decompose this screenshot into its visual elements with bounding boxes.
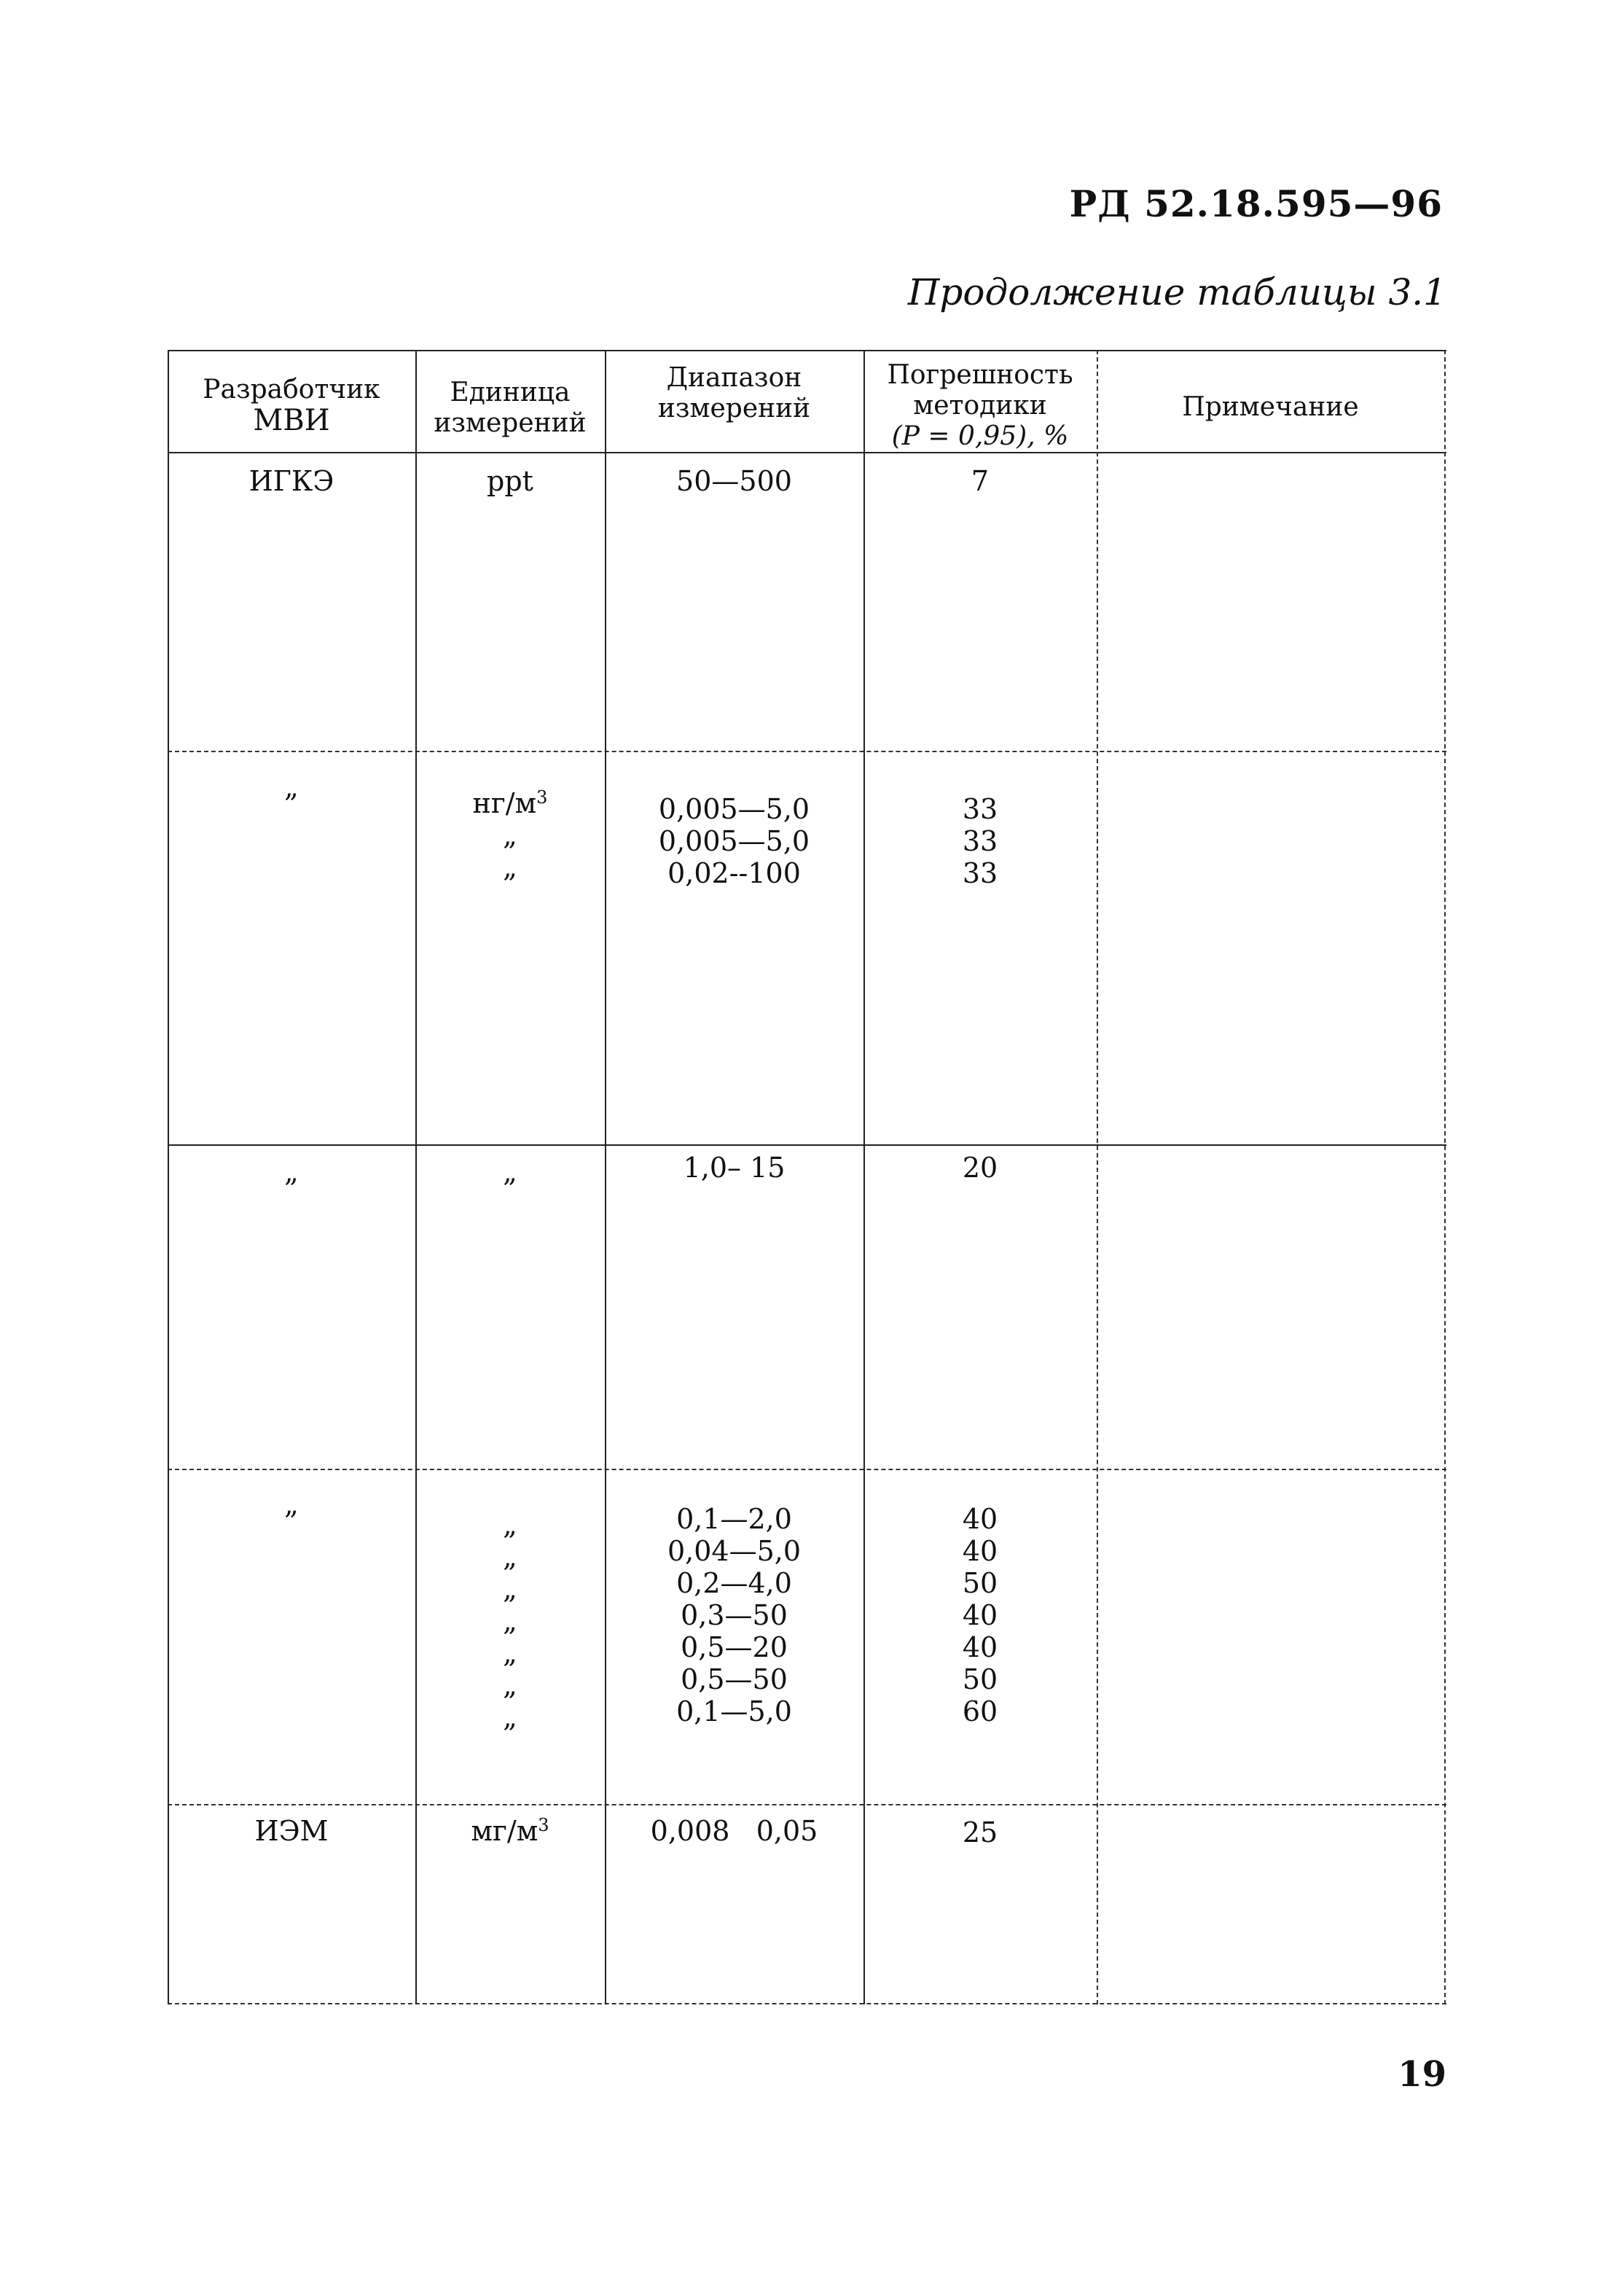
unit-superscript: 3 [536, 787, 548, 808]
unit-cell: „ [503, 1573, 517, 1605]
error-cell: 33 [962, 857, 998, 889]
range-cell: 0,3—50 [681, 1599, 788, 1631]
error-cell: 50 [962, 1663, 998, 1695]
error-cell: 20 [962, 1152, 998, 1184]
table-bottom-border [168, 2003, 1446, 2004]
error-cell: 40 [962, 1503, 998, 1535]
header-error [863, 360, 1097, 452]
header-developer [168, 375, 415, 436]
header-developer-line2: МВИ [253, 404, 330, 437]
header-note-label: Примечание [1182, 392, 1359, 422]
header-developer-line1: Разработчик [203, 375, 380, 405]
header-unit-line2: измерений [434, 408, 587, 438]
error-cell: 60 [962, 1695, 998, 1727]
error-cell: 33 [962, 825, 998, 857]
range-column-block [605, 1503, 863, 1727]
row-divider [168, 1469, 1446, 1470]
range-cell: 0,5—50 [681, 1663, 788, 1695]
unit-cell: „ [503, 819, 517, 851]
unit-column-block [415, 1509, 605, 1733]
range-cell: 0,005—5,0 [658, 825, 810, 857]
error-column-block [863, 1503, 1097, 1727]
developer-cell: „ [284, 1488, 299, 1520]
range-cell: 0,1—2,0 [676, 1503, 792, 1535]
header-error-line1: Погрешность [887, 360, 1073, 390]
header-unit-line1: Единица [450, 378, 571, 407]
unit-cell: „ [503, 1669, 517, 1701]
document-code: РД 52.18.595—96 [1069, 182, 1443, 225]
error-cell: 33 [962, 793, 998, 825]
header-bottom-border [168, 452, 1446, 453]
error-cell: 25 [962, 1816, 998, 1848]
unit-cell: „ [503, 1509, 517, 1541]
table-top-border [168, 350, 1446, 351]
range-column-block [605, 793, 863, 889]
error-cell: 40 [962, 1535, 998, 1567]
unit-cell: „ [503, 1605, 517, 1637]
table-right-border [1444, 350, 1446, 2004]
column-divider [1097, 350, 1098, 2004]
error-cell: 40 [962, 1631, 998, 1663]
developer-cell: ИЭМ [254, 1815, 329, 1847]
range-cell: 0,02--100 [667, 857, 801, 889]
unit-column-block [415, 787, 605, 883]
range-cell: 0,005—5,0 [658, 793, 810, 825]
range-cell: 0,1—5,0 [676, 1695, 792, 1727]
unit-cell: „ [503, 1156, 517, 1188]
row-divider [168, 1804, 1446, 1805]
unit-cell: „ [503, 1541, 517, 1573]
unit-cell [415, 1815, 605, 1847]
unit-cell: „ [503, 1637, 517, 1669]
row-divider [168, 751, 1446, 752]
error-column-block [863, 793, 1097, 889]
range-cell: 50—500 [676, 465, 792, 497]
range-cell: 1,0– 15 [683, 1152, 786, 1184]
unit-cell [415, 787, 605, 819]
header-error-line2: методики [913, 391, 1047, 421]
header-unit [415, 378, 605, 439]
data-table [168, 350, 1446, 2004]
range-cell: 0,5—20 [681, 1631, 788, 1663]
unit-superscript: 3 [538, 1815, 549, 1835]
unit-cell [415, 465, 605, 497]
unit-text: ppt [487, 465, 533, 497]
error-cell: 40 [962, 1599, 998, 1631]
unit-text: мг/м [471, 1815, 538, 1847]
range-cell: 0,04—5,0 [667, 1535, 802, 1567]
table-caption: Продолжение таблицы 3.1 [907, 271, 1446, 313]
range-cell: 0,008 0,05 [650, 1815, 818, 1847]
header-error-line3: (P = 0,95), % [891, 421, 1069, 451]
unit-text: нг/м [472, 787, 537, 819]
error-cell: 50 [962, 1567, 998, 1599]
header-range-line1: Диапазон [666, 363, 802, 393]
unit-cell: „ [503, 851, 517, 883]
page-number: 19 [1398, 2054, 1446, 2095]
header-range-line2: измерений [657, 394, 811, 423]
developer-cell: ИГКЭ [248, 465, 334, 497]
range-cell: 0,2—4,0 [676, 1567, 792, 1599]
unit-cell: „ [503, 1701, 517, 1733]
header-note [1097, 392, 1444, 423]
row-divider [168, 1144, 1446, 1146]
developer-cell: „ [284, 771, 299, 803]
header-range [605, 363, 863, 424]
developer-cell: „ [284, 1156, 299, 1188]
error-cell: 7 [971, 465, 990, 497]
